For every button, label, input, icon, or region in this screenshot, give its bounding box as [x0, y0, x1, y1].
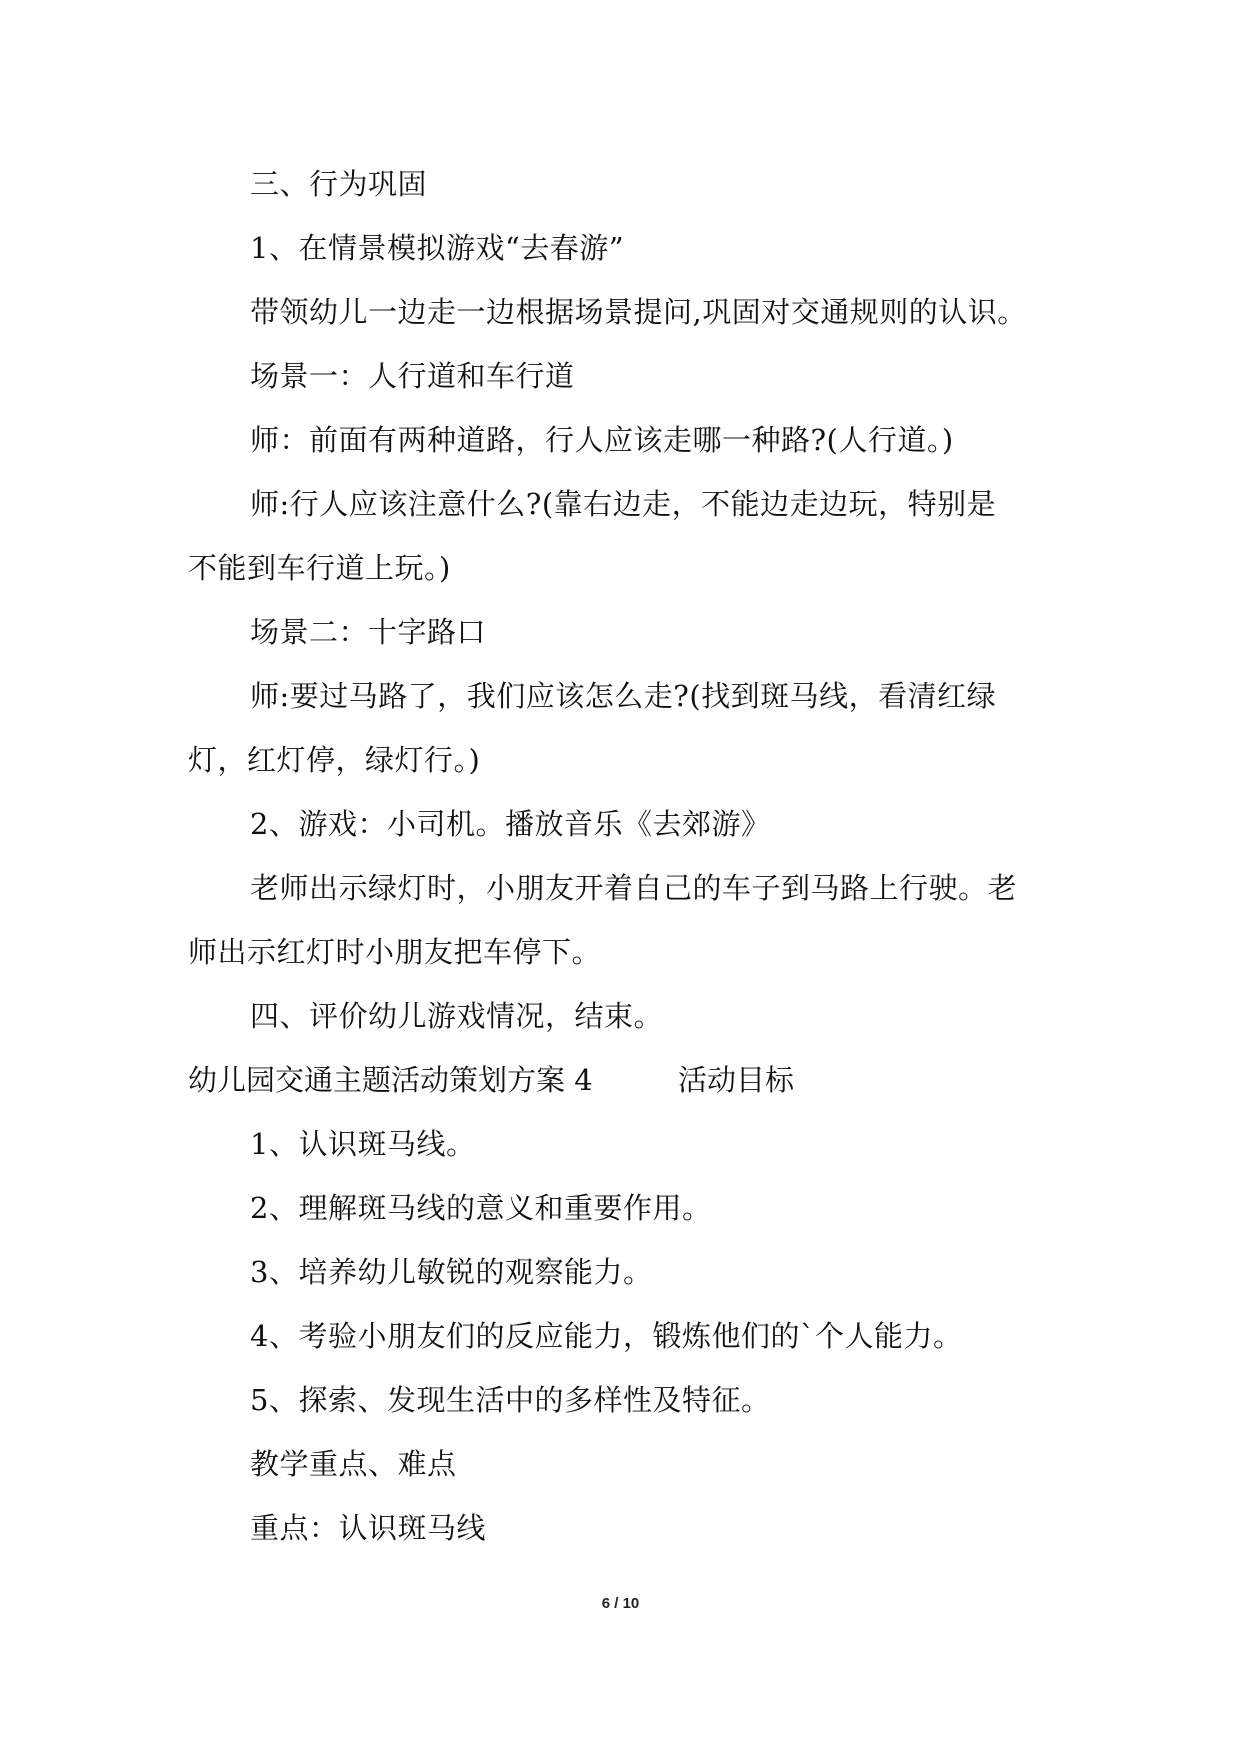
section-heading-focus: 教学重点、难点 [250, 1447, 457, 1481]
list-item: 1、认识斑马线。 [250, 1127, 476, 1161]
paragraph: 师:行人应该注意什么?(靠右边走，不能边走边玩，特别是 [250, 487, 997, 521]
section-heading-evaluate: 四、评价幼儿游戏情况，结束。 [250, 999, 664, 1033]
plan-title-row [188, 1060, 795, 1100]
list-item: 2、游戏：小司机。播放音乐《去郊游》 [250, 807, 771, 841]
list-item: 5、探索、发现生活中的多样性及特征。 [250, 1383, 771, 1417]
paragraph: 带领幼儿一边走一边根据场景提问,巩固对交通规则的认识。 [250, 295, 1027, 329]
paragraph-continuation: 不能到车行道上玩。) [188, 551, 451, 585]
paragraph: 老师出示绿灯时，小朋友开着自己的车子到马路上行驶。老 [250, 871, 1018, 905]
list-item: 2、理解斑马线的意义和重要作用。 [250, 1191, 712, 1225]
paragraph: 师:要过马路了，我们应该怎么走?(找到斑马线，看清红绿 [250, 679, 997, 713]
scene-heading: 场景一：人行道和车行道 [250, 359, 575, 393]
paragraph: 重点：认识斑马线 [250, 1511, 487, 1545]
section-heading-behavior: 三、行为巩固 [250, 167, 428, 201]
paragraph-continuation: 师出示红灯时小朋友把车停下。 [188, 935, 602, 969]
paragraph: 师：前面有两种道路，行人应该走哪一种路?(人行道。) [250, 423, 954, 457]
paragraph-continuation: 灯，红灯停，绿灯行。) [188, 743, 481, 777]
list-item: 4、考验小朋友们的反应能力，锻炼他们的`个人能力。 [250, 1319, 963, 1353]
list-item: 1、在情景模拟游戏“去春游” [250, 231, 625, 265]
scene-heading: 场景二：十字路口 [250, 615, 487, 649]
list-item: 3、培养幼儿敏锐的观察能力。 [250, 1255, 653, 1289]
plan-title: 幼儿园交通主题活动策划方案 4 [188, 1063, 593, 1097]
objectives-heading: 活动目标 [678, 1063, 795, 1097]
page-indicator: 6 / 10 [601, 1595, 640, 1612]
